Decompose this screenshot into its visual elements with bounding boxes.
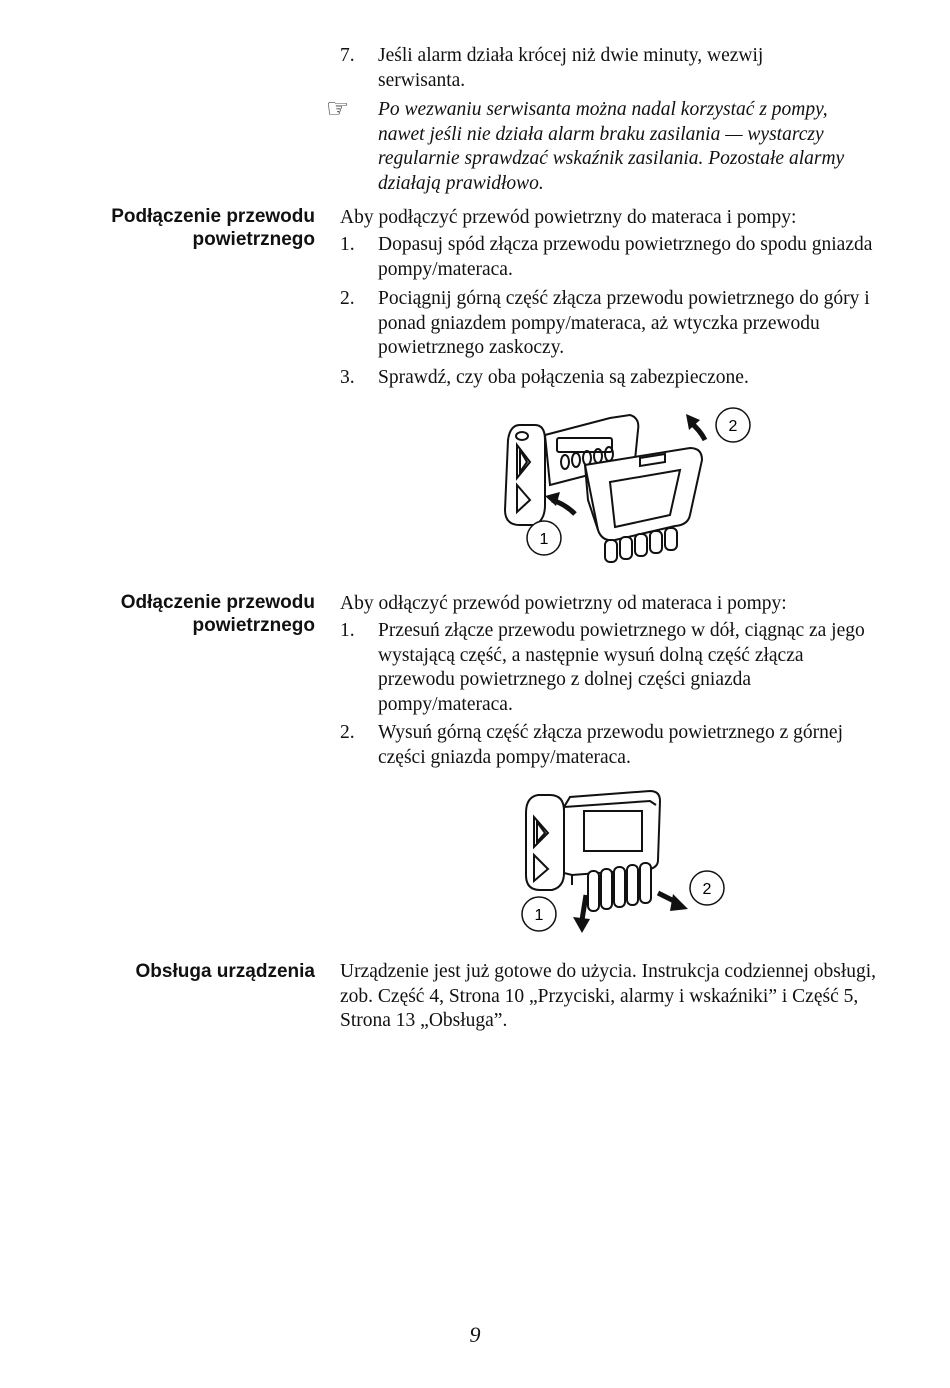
list-number: 2. xyxy=(340,288,355,309)
figure-label: 1 xyxy=(534,907,544,924)
connector-attach-illustration xyxy=(490,400,760,580)
list-number: 1. xyxy=(340,234,355,255)
list-item-text: Jeśli alarm działa krócej niż dwie minuty, wezwij serwisanta. xyxy=(378,45,764,91)
figure-label: 1 xyxy=(539,531,549,548)
figure-label: 2 xyxy=(702,881,712,898)
connector-detach-illustration xyxy=(510,775,740,940)
page-number: 9 xyxy=(469,1322,481,1347)
connect-intro: Aby podłączyć przewód powietrzny do materaca i pompy: xyxy=(340,207,797,228)
list-item-text: Przesuń złącze przewodu powietrznego w dół, ciągnąc za jego wystającą część, a następnie wysuń dolną część złącza przewodu powietrznego z dolnej części gniazda pompy/materaca. xyxy=(378,620,865,715)
list-number: 1. xyxy=(340,620,355,641)
list-item-text: Pociągnij górną część złącza przewodu powietrznego do góry i ponad gniazdem pompy/materaca, aż wtyczka przewodu powietrznego zaskoczy. xyxy=(378,288,870,358)
operation-text: Urządzenie jest już gotowe do użycia. Instrukcja codziennej obsługi, zob. Część 4, Strona 10 „Przyciski, alarmy i wskaźniki” i Część 5, Strona 13 „Obsługa”. xyxy=(340,961,877,1031)
note-text: Po wezwaniu serwisanta można nadal korzystać z pompy, nawet jeśli nie działa alarm braku zasilania — wystarczy regularnie sprawdzać wskaźnik zasilania. Pozostałe alarmy działają prawidłowo. xyxy=(378,99,845,194)
list-number: 7. xyxy=(340,45,355,66)
list-item-text: Wysuń górną część złącza przewodu powietrznego z górnej części gniazda pompy/materaca. xyxy=(378,722,843,768)
pointing-hand-icon: ☞ xyxy=(326,94,350,123)
section-heading-connect: Podłączenie przewodu powietrznego xyxy=(111,206,315,250)
disconnect-intro: Aby odłączyć przewód powietrzny od materaca i pompy: xyxy=(340,593,787,614)
list-item-text: Sprawdź, czy oba połączenia są zabezpieczone. xyxy=(378,367,749,388)
figure-label: 2 xyxy=(728,418,738,435)
list-number: 3. xyxy=(340,367,355,388)
section-heading-operation: Obsługa urządzenia xyxy=(135,961,315,982)
section-heading-disconnect: Odłączenie przewodu powietrznego xyxy=(120,592,315,636)
list-number: 2. xyxy=(340,722,355,743)
list-item-text: Dopasuj spód złącza przewodu powietrznego do spodu gniazda pompy/materaca. xyxy=(378,234,873,280)
